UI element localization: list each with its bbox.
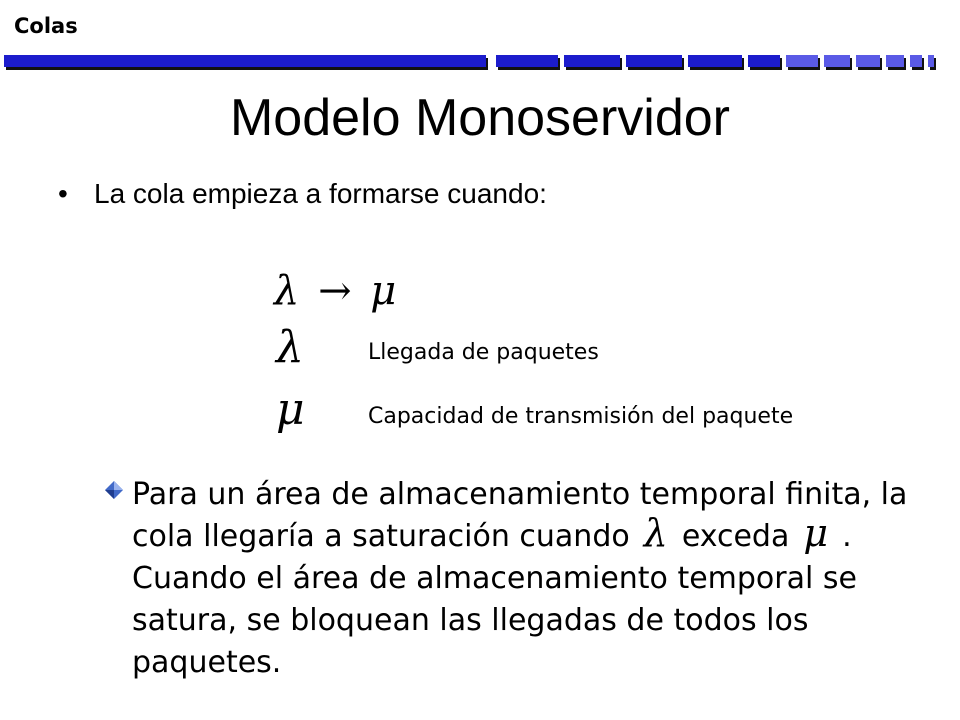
header-bar-segment <box>928 55 934 67</box>
lambda-symbol: λ <box>276 322 304 373</box>
capacity-label: Capacidad de transmisión del paquete <box>368 404 794 429</box>
bullet-item <box>58 178 547 210</box>
inline-lambda-symbol: λ <box>643 511 668 555</box>
header-bar-segment <box>824 55 850 67</box>
header-bar-segment <box>626 55 682 67</box>
header-rule-bar <box>0 52 940 72</box>
paragraph-text-1: Para un área de almacenamiento temporal finita, la cola llegaría a saturación cuando <box>132 477 908 554</box>
paragraph-text-2: exceda <box>681 519 790 554</box>
inline-mu-symbol: μ <box>803 511 829 555</box>
header-bar-segment <box>4 55 486 67</box>
paragraph-text-3: . Cuando el área de almacenamiento temporal se satura, se bloquean las llegadas de todos los paquetes. <box>132 519 857 680</box>
header-bar-segment <box>496 55 558 67</box>
header-bar-segment <box>564 55 620 67</box>
header-bar-segment <box>786 55 818 67</box>
arrivals-label: Llegada de paquetes <box>368 340 599 365</box>
header-bar-segment <box>886 55 904 67</box>
header-bar-segment <box>688 55 742 67</box>
lambda-to-mu-formula: λ → μ <box>274 268 397 314</box>
diamond-bullet-icon <box>104 480 124 500</box>
saturation-paragraph <box>132 474 932 684</box>
header-bar-segment <box>856 55 880 67</box>
slide-title: Modelo Monoservidor <box>229 89 731 147</box>
header-bar-segment <box>910 55 922 67</box>
bullet-text: La cola empieza a formarse cuando: <box>94 178 547 209</box>
mu-symbol: μ <box>276 384 305 435</box>
bullet-dot: • <box>58 178 68 209</box>
slide-header-label: Colas <box>14 14 78 38</box>
header-bar-segment <box>748 55 780 67</box>
